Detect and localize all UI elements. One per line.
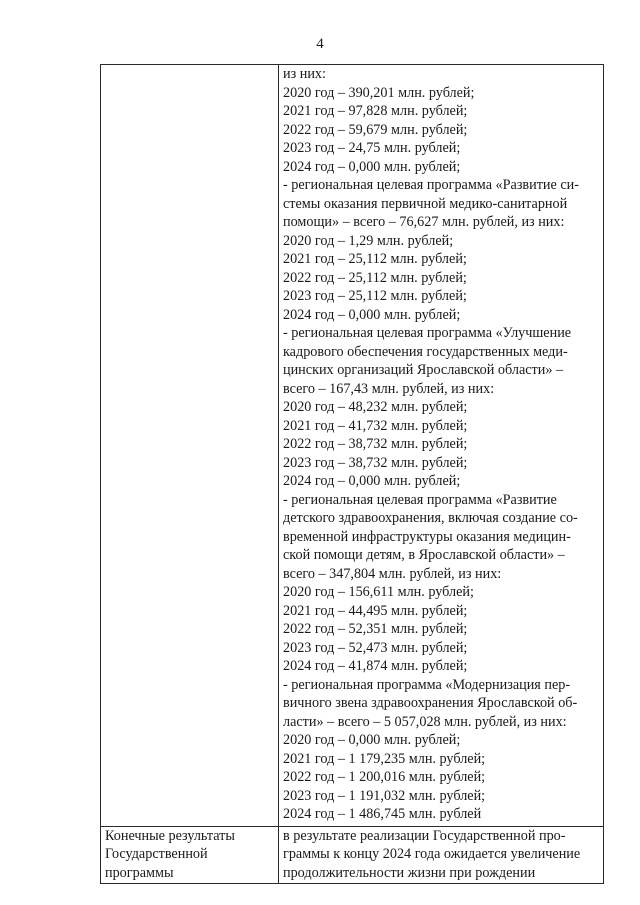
text-line: 2021 год – 41,732 млн. рублей; — [283, 417, 468, 434]
text-line: в результате реализации Государственной про- — [283, 827, 566, 844]
text-line: 2023 год – 52,473 млн. рублей; — [283, 639, 468, 656]
text-line: 2022 год – 52,351 млн. рублей; — [283, 621, 468, 637]
text-line: 2024 год – 0,000 млн. рублей; — [283, 473, 461, 489]
text-line: 2021 год – 25,112 млн. рублей; — [283, 251, 467, 267]
text-line: 2021 год – 44,495 млн. рублей; — [283, 602, 468, 619]
text-line: - региональная целевая программа «Развитие — [283, 491, 557, 508]
text-line: 2022 год – 38,732 млн. рублей; — [283, 436, 468, 452]
text-line: 2023 год – 25,112 млн. рублей; — [283, 288, 467, 304]
text-line: 2020 год – 48,232 млн. рублей; — [283, 399, 468, 415]
row-label-cell — [101, 65, 279, 827]
text-line: граммы к концу 2024 года ожидается увеличение — [283, 846, 581, 862]
label-line: Государственной — [105, 846, 208, 862]
text-line: 2023 год – 1 191,032 млн. рублей; — [283, 787, 486, 804]
text-line: 2022 год – 25,112 млн. рублей; — [283, 269, 467, 286]
label-line: Конечные результаты — [105, 827, 235, 844]
text-line: 2024 год – 1 486,745 млн. рублей — [283, 806, 482, 822]
text-line: 2020 год – 0,000 млн. рублей; — [283, 732, 461, 748]
text-line: 2020 год – 390,201 млн. рублей; — [283, 84, 475, 101]
text-line: временной инфраструктуры оказания медицин- — [283, 528, 571, 545]
final-results-label-cell — [101, 826, 279, 883]
final-results-text-cell — [279, 826, 604, 883]
program-passport-table — [100, 64, 604, 884]
text-line: стемы оказания первичной медико-санитарной — [283, 195, 568, 212]
text-line: 2022 год – 59,679 млн. рублей; — [283, 121, 468, 138]
text-line: детского здравоохранения, включая создание со- — [283, 510, 578, 526]
text-line: 2024 год – 0,000 млн. рублей; — [283, 158, 461, 175]
text-line: 2020 год – 1,29 млн. рублей; — [283, 232, 454, 249]
funding-details-cell — [279, 65, 604, 827]
table-row — [101, 826, 604, 883]
text-line: - региональная целевая программа «Улучшение — [283, 325, 572, 341]
text-line: 2021 год – 1 179,235 млн. рублей; — [283, 750, 486, 767]
label-line: программы — [105, 864, 174, 881]
text-line: из них: — [283, 66, 326, 82]
text-line: 2024 год – 41,874 млн. рублей; — [283, 658, 468, 674]
text-line: всего – 167,43 млн. рублей, из них: — [283, 380, 495, 397]
table-row — [101, 65, 604, 827]
text-line: ласти» – всего – 5 057,028 млн. рублей, из них: — [283, 713, 567, 730]
text-line: - региональная программа «Модернизация пер- — [283, 676, 571, 693]
text-line: - региональная целевая программа «Развитие си- — [283, 177, 579, 193]
text-line: ской помощи детям, в Ярославской области» – — [283, 547, 565, 563]
text-line: 2023 год – 38,732 млн. рублей; — [283, 454, 468, 471]
text-line: продолжительности жизни при рождении — [283, 864, 536, 881]
text-line: всего – 347,804 млн. рублей, из них: — [283, 565, 502, 582]
text-line: 2022 год – 1 200,016 млн. рублей; — [283, 769, 486, 785]
text-line: 2023 год – 24,75 млн. рублей; — [283, 140, 461, 156]
text-line: кадрового обеспечения государственных меди- — [283, 343, 568, 360]
text-line: 2021 год – 97,828 млн. рублей; — [283, 103, 468, 119]
text-line: 2020 год – 156,611 млн. рублей; — [283, 584, 474, 600]
text-line: 2024 год – 0,000 млн. рублей; — [283, 306, 461, 323]
text-line: вичного звена здравоохранения Ярославской об- — [283, 695, 578, 711]
text-line: помощи» – всего – 76,627 млн. рублей, из них: — [283, 214, 565, 230]
text-line: цинских организаций Ярославской области» – — [283, 362, 564, 378]
page-number: 4 — [316, 36, 324, 52]
